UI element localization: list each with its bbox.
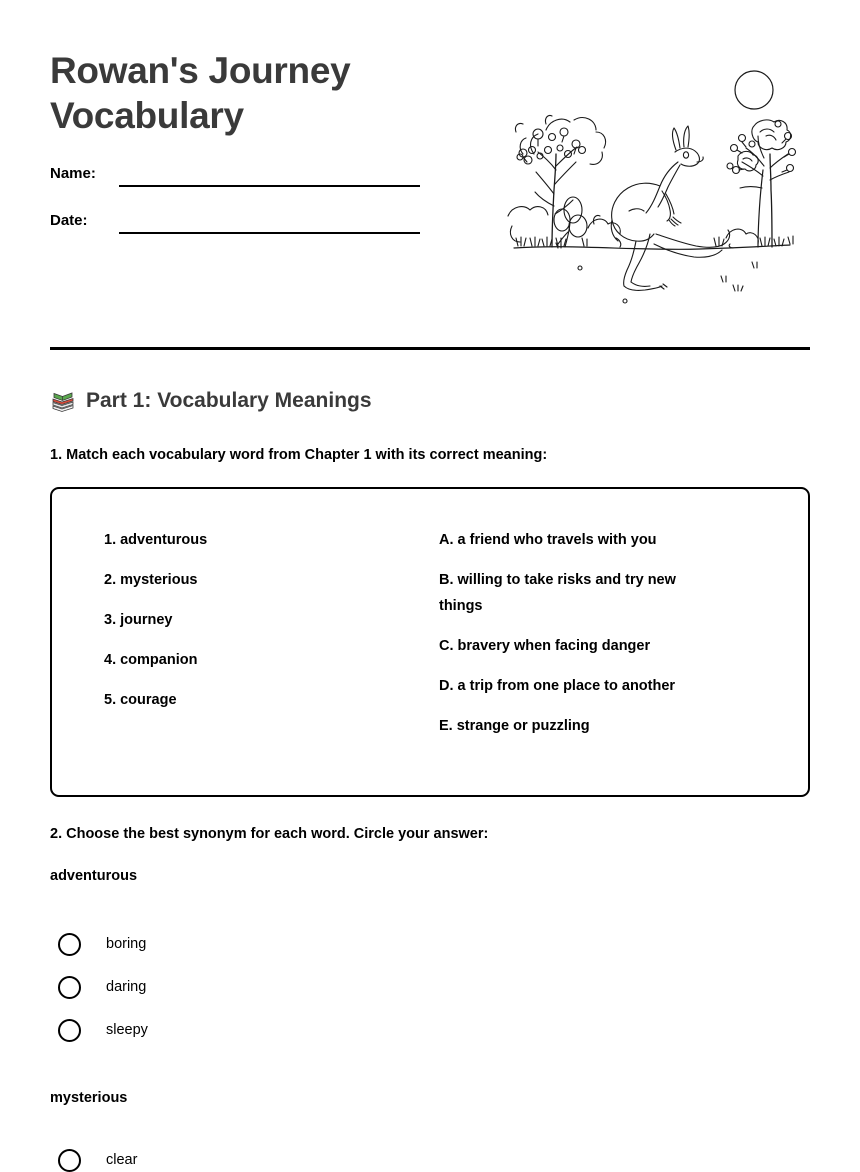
definition-column bbox=[429, 527, 778, 795]
date-label: Date: bbox=[50, 212, 88, 229]
header-divider bbox=[50, 347, 810, 350]
synonym-word-heading-mysterious: mysterious bbox=[50, 1090, 128, 1106]
match-definition-item[interactable]: E. strange or puzzling bbox=[439, 718, 590, 734]
match-definition-item[interactable]: A. a friend who travels with you bbox=[439, 532, 657, 548]
question-2-prompt: 2. Choose the best synonym for each word. Circle your answer: bbox=[50, 826, 489, 842]
kangaroo-outback-illustration bbox=[490, 58, 810, 313]
name-input-line[interactable] bbox=[119, 185, 420, 187]
name-field-row bbox=[50, 163, 470, 191]
synonym-word-heading-adventurous: adventurous bbox=[50, 868, 138, 884]
option-row-clear[interactable] bbox=[58, 1148, 137, 1172]
question-1-prompt: 1. Match each vocabulary word from Chapter 1 with its correct meaning: bbox=[50, 447, 548, 463]
match-definition-item[interactable]: C. bravery when facing danger bbox=[439, 638, 651, 654]
match-definition-item[interactable]: B. willing to take risks and try new things bbox=[439, 572, 676, 614]
match-word-item[interactable]: 3. journey bbox=[104, 612, 173, 628]
option-row-daring[interactable] bbox=[58, 975, 146, 999]
option-circle-icon[interactable] bbox=[58, 933, 81, 956]
option-label: clear bbox=[106, 1152, 138, 1168]
sun-icon bbox=[735, 71, 773, 109]
part-heading-label: Part 1: Vocabulary Meanings bbox=[86, 389, 372, 412]
option-label: daring bbox=[106, 979, 147, 995]
date-input-line[interactable] bbox=[119, 232, 420, 234]
page-title: Rowan's Journey Vocabulary bbox=[50, 50, 351, 136]
match-word-item[interactable]: 5. courage bbox=[104, 692, 177, 708]
option-label: boring bbox=[106, 936, 147, 952]
vocabulary-word-column bbox=[80, 527, 429, 795]
books-icon bbox=[50, 388, 76, 414]
part-heading bbox=[50, 388, 372, 414]
match-definition-item[interactable]: D. a trip from one place to another bbox=[439, 678, 676, 694]
option-row-sleepy[interactable] bbox=[58, 1018, 148, 1042]
option-circle-icon[interactable] bbox=[58, 1019, 81, 1042]
date-field-row bbox=[50, 210, 470, 238]
match-word-item[interactable]: 4. companion bbox=[104, 652, 198, 668]
match-word-item[interactable]: 2. mysterious bbox=[104, 572, 198, 588]
option-row-boring[interactable] bbox=[58, 932, 146, 956]
option-circle-icon[interactable] bbox=[58, 976, 81, 999]
option-circle-icon[interactable] bbox=[58, 1149, 81, 1172]
worksheet-header bbox=[50, 0, 810, 300]
option-label: sleepy bbox=[106, 1022, 148, 1038]
matching-box bbox=[50, 487, 810, 797]
match-word-item[interactable]: 1. adventurous bbox=[104, 532, 208, 548]
name-label: Name: bbox=[50, 165, 96, 182]
